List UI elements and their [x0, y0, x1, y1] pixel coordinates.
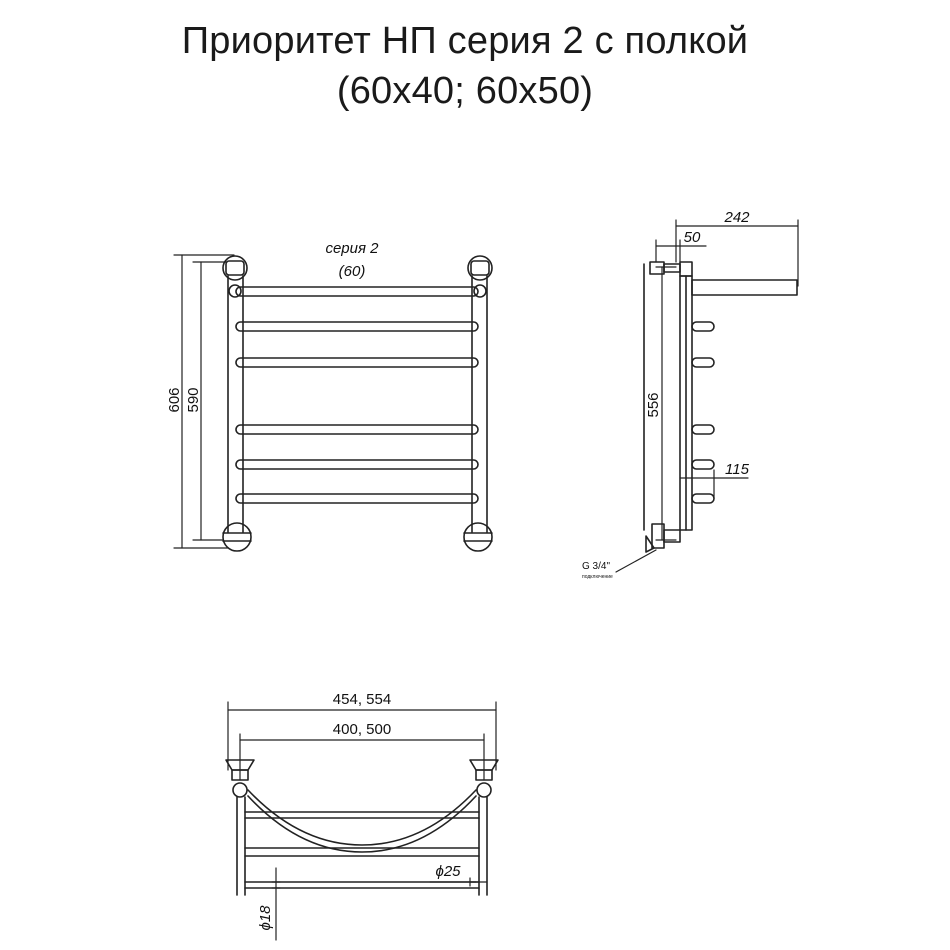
side-rung-5	[692, 494, 714, 503]
series-label: серия 2	[325, 240, 379, 257]
diagram-title-line-1: Приоритет НП серия 2 с полкой	[181, 20, 749, 62]
dim-label-454-554: 454, 554	[332, 691, 392, 708]
dim-label-606: 606	[166, 387, 183, 413]
dim-label-590: 590	[185, 387, 202, 413]
side-rung-4	[692, 460, 714, 469]
bottom-left-mount	[223, 523, 251, 551]
dim-label-d18: ϕ18	[257, 905, 274, 931]
side-top-bracket	[650, 262, 692, 276]
dim-label-242: 242	[724, 209, 750, 226]
thread-leader	[616, 550, 656, 572]
dim-label-556: 556	[645, 392, 662, 418]
dim-label-d25: ϕ25	[435, 863, 461, 880]
front-rung-1	[236, 287, 478, 296]
side-bottom-valve	[646, 524, 680, 552]
side-shelf	[692, 280, 797, 295]
dim-label-400-500: 400, 500	[332, 721, 392, 738]
front-view	[166, 240, 492, 551]
side-view	[582, 209, 798, 580]
top-view	[226, 691, 498, 940]
front-rung-5	[236, 460, 478, 469]
front-rung-6	[236, 494, 478, 503]
side-rung-2	[692, 358, 714, 367]
front-rung-4	[236, 425, 478, 434]
thread-note: подключение	[582, 574, 613, 580]
side-rung-1	[692, 322, 714, 331]
top-view-right-pipe	[479, 797, 487, 895]
dim-label-115: 115	[725, 461, 749, 478]
side-vertical-pipe	[680, 276, 692, 530]
dim-400-500	[240, 734, 484, 780]
top-view-left-pipe	[237, 797, 245, 895]
top-view-rail-3	[245, 882, 479, 888]
bottom-right-mount	[464, 523, 492, 551]
dim-label-50: 50	[683, 229, 701, 246]
side-rung-3	[692, 425, 714, 434]
front-rung-3	[236, 358, 478, 367]
top-view-curved-frame	[248, 790, 476, 852]
diagram-title-line-2: (60x40; 60x50)	[336, 70, 594, 112]
thread-label: G 3/4"	[582, 561, 611, 572]
front-rung-2	[236, 322, 478, 331]
dim-606	[174, 255, 234, 548]
size-label: (60)	[338, 263, 366, 280]
